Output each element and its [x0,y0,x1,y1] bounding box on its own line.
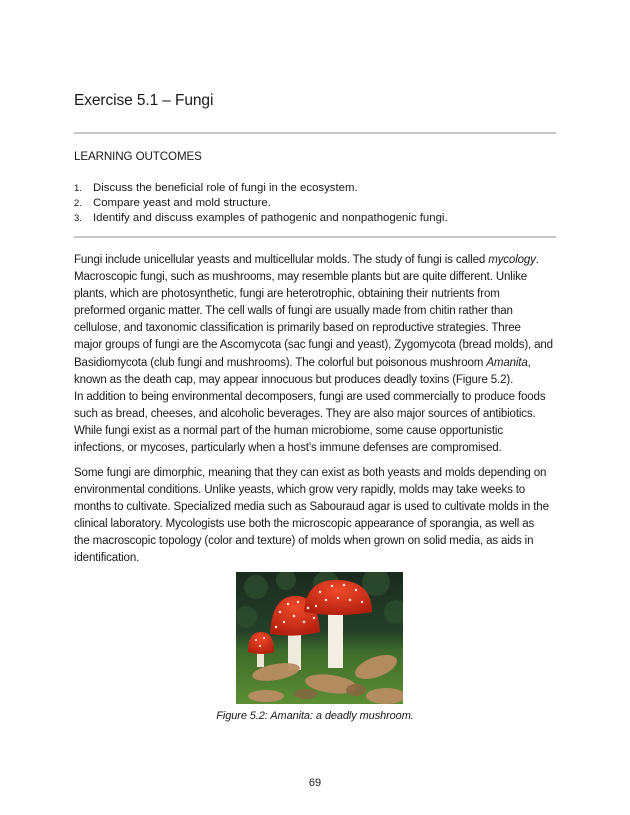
mushroom-illustration [236,572,403,704]
outcome-text: Compare yeast and mold structure. [93,197,271,210]
paragraph-line: identification. [74,552,140,565]
paragraph-line: cellulose, and taxonomic classification is primarily based on reproductive strategies. Three [74,322,521,335]
paragraph-line: major groups of fungi are the Ascomycota (sac fungi and yeast), Zygomycota (bread molds), and [74,339,553,352]
paragraph-line: plants, which are photosynthetic, fungi are heterotrophic, obtaining their nutrients from [74,288,500,301]
outcome-number: 3. [74,213,82,225]
outcome-item [74,196,448,211]
outcome-number: 2. [74,198,82,210]
paragraph-line: known as the death cap, may appear innocuous but produces deadly toxins (Figure 5.2). [74,373,514,386]
paragraph-line: infections, or mycoses, particularly when a host’s immune defenses are compromised. [74,442,502,455]
paragraph-line: Macroscopic fungi, such as mushrooms, may resemble plants but are quite different. Unlike [74,271,528,284]
paragraph-line: such as bread, cheeses, and alcoholic beverages. They are also major sources of antibiotics. [74,408,536,421]
outcome-text: Identify and discuss examples of pathogenic and nonpathogenic fungi. [93,212,448,225]
outcome-item [74,211,448,226]
figure-caption: Figure 5.2: Amanita: a deadly mushroom. [216,710,414,722]
learning-outcomes-heading: LEARNING OUTCOMES [74,150,202,163]
paragraph-line: In addition to being environmental decomposers, fungi are used commercially to produce foods [74,391,546,403]
paragraph-line: environmental conditions. Unlike yeasts, which grow very rapidly, molds may take weeks to [74,484,526,497]
page-number: 69 [308,777,322,789]
paragraph-line: clinical laboratory. Mycologists use both the microscopic appearance of sporangia, as well as [74,518,535,531]
paragraph-line: months to cultivate. Specialized media such as Sabouraud agar is used to cultivate molds in the [74,501,549,514]
horizontal-divider [74,236,556,238]
paragraph-line: Basidiomycota (club fungi and mushrooms). The colorful but poisonous mushroom Amanita, [74,356,531,369]
paragraph-line: the macroscopic topology (color and texture) of molds when grown on solid media, as aids in [74,535,534,548]
italic-term: mycology [488,254,536,266]
paragraph-line: preformed organic matter. The cell walls of fungi are usually made from chitin rather than [74,305,513,318]
paragraph-line: While fungi exist as a normal part of the human microbiome, some cause opportunistic [74,425,503,438]
learning-outcomes-list [74,181,448,227]
body-paragraph-uses [74,389,558,457]
outcome-number: 1. [74,183,82,194]
figure-amanita-image [236,572,403,704]
body-paragraph-intro [74,252,558,389]
horizontal-divider [74,132,556,134]
outcome-text: Discuss the beneficial role of fungi in the ecosystem. [93,182,358,194]
body-paragraph-dimorphic [74,465,558,568]
paragraph-line: Some fungi are dimorphic, meaning that they can exist as both yeasts and molds depending on [74,467,547,479]
page-title: Exercise 5.1 – Fungi [74,92,214,109]
paragraph-line: Fungi include unicellular yeasts and multicellular molds. The study of fungi is called mycology. [74,254,539,266]
italic-term: Amanita [486,356,528,369]
outcome-item [74,181,448,196]
